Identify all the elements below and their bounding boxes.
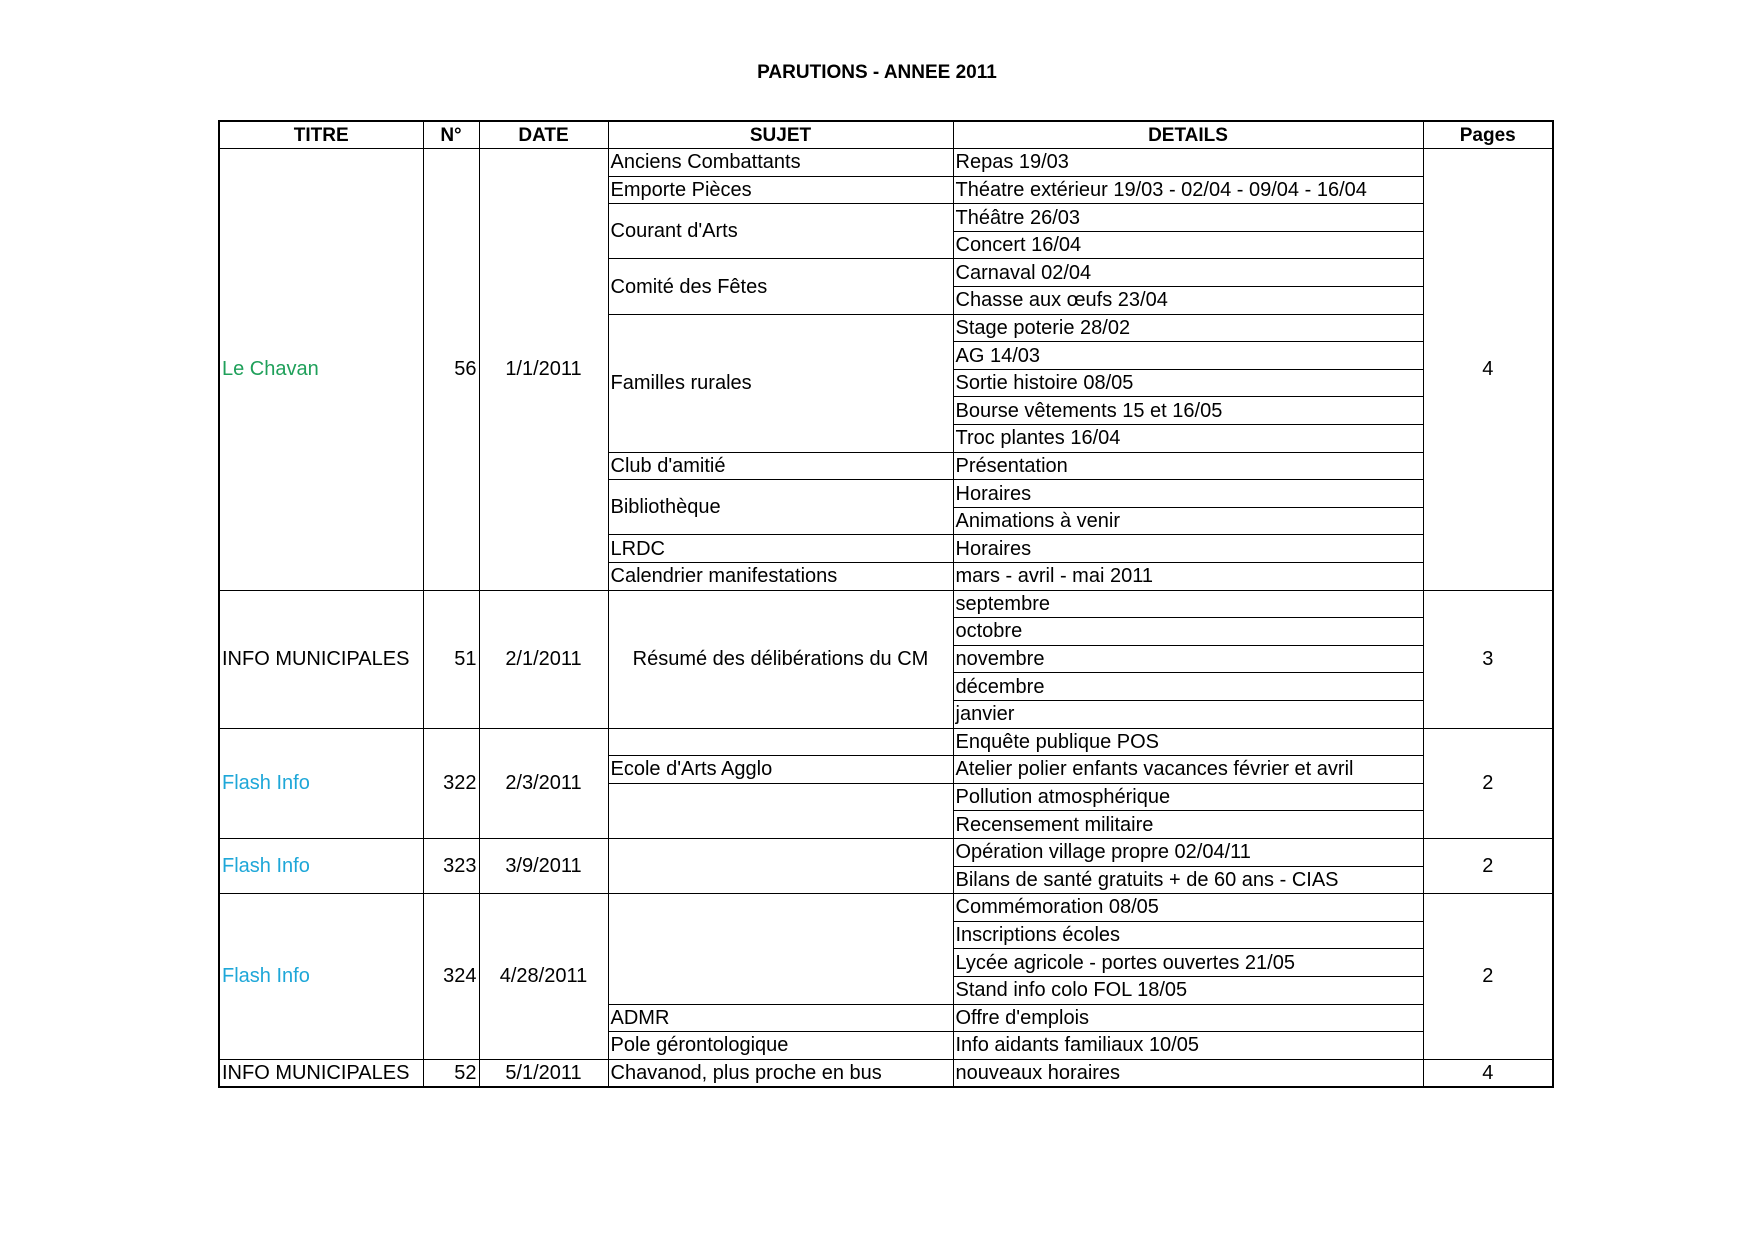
details-cell: Bilans de santé gratuits + de 60 ans - CIAS bbox=[953, 866, 1423, 894]
details-cell: novembre bbox=[953, 645, 1423, 673]
details-cell: Opération village propre 02/04/11 bbox=[953, 838, 1423, 866]
sujet-cell: ADMR bbox=[608, 1004, 953, 1032]
details-cell: Concert 16/04 bbox=[953, 231, 1423, 259]
table-row bbox=[219, 1059, 1553, 1087]
details-cell: AG 14/03 bbox=[953, 342, 1423, 370]
pages-cell: 4 bbox=[1423, 149, 1553, 591]
details-cell: Stand info colo FOL 18/05 bbox=[953, 976, 1423, 1004]
numero-cell: 322 bbox=[423, 728, 479, 838]
numero-cell: 52 bbox=[423, 1059, 479, 1087]
details-cell: Sortie histoire 08/05 bbox=[953, 369, 1423, 397]
details-cell: octobre bbox=[953, 618, 1423, 646]
sujet-cell: Bibliothèque bbox=[608, 480, 953, 535]
numero-cell: 323 bbox=[423, 838, 479, 893]
details-cell: Troc plantes 16/04 bbox=[953, 425, 1423, 453]
titre-cell: INFO MUNICIPALES bbox=[219, 590, 423, 728]
header-details: DETAILS bbox=[953, 121, 1423, 149]
table-row bbox=[219, 728, 1553, 756]
header-sujet: SUJET bbox=[608, 121, 953, 149]
date-cell: 2/3/2011 bbox=[479, 728, 608, 838]
details-cell: Info aidants familiaux 10/05 bbox=[953, 1032, 1423, 1060]
sujet-cell: Emporte Pièces bbox=[608, 176, 953, 204]
publications-table bbox=[218, 120, 1554, 1088]
details-cell: Présentation bbox=[953, 452, 1423, 480]
table-body bbox=[219, 149, 1553, 1087]
details-cell: Offre d'emplois bbox=[953, 1004, 1423, 1032]
numero-cell: 56 bbox=[423, 149, 479, 591]
pages-cell: 2 bbox=[1423, 728, 1553, 838]
titre-cell: INFO MUNICIPALES bbox=[219, 1059, 423, 1087]
sujet-cell bbox=[608, 728, 953, 756]
table-row bbox=[219, 894, 1553, 922]
details-cell: mars - avril - mai 2011 bbox=[953, 563, 1423, 591]
sujet-cell: LRDC bbox=[608, 535, 953, 563]
sujet-cell: Anciens Combattants bbox=[608, 149, 953, 177]
sujet-cell: Courant d'Arts bbox=[608, 204, 953, 259]
details-cell: Recensement militaire bbox=[953, 811, 1423, 839]
details-cell: Chasse aux œufs 23/04 bbox=[953, 287, 1423, 315]
sujet-cell: Pole gérontologique bbox=[608, 1032, 953, 1060]
sujet-cell bbox=[608, 783, 953, 838]
details-cell: décembre bbox=[953, 673, 1423, 701]
date-cell: 1/1/2011 bbox=[479, 149, 608, 591]
details-cell: septembre bbox=[953, 590, 1423, 618]
pages-cell: 4 bbox=[1423, 1059, 1553, 1087]
pages-cell: 3 bbox=[1423, 590, 1553, 728]
details-cell: Lycée agricole - portes ouvertes 21/05 bbox=[953, 949, 1423, 977]
details-cell: Horaires bbox=[953, 480, 1423, 508]
header-numero: N° bbox=[423, 121, 479, 149]
details-cell: Inscriptions écoles bbox=[953, 921, 1423, 949]
sujet-cell: Ecole d'Arts Agglo bbox=[608, 756, 953, 784]
details-cell: Commémoration 08/05 bbox=[953, 894, 1423, 922]
numero-cell: 51 bbox=[423, 590, 479, 728]
titre-cell: Flash Info bbox=[219, 728, 423, 838]
date-cell: 3/9/2011 bbox=[479, 838, 608, 893]
details-cell: Enquête publique POS bbox=[953, 728, 1423, 756]
details-cell: Théatre extérieur 19/03 - 02/04 - 09/04 - 16/04 bbox=[953, 176, 1423, 204]
titre-cell: Flash Info bbox=[219, 894, 423, 1060]
header-titre: TITRE bbox=[219, 121, 423, 149]
sujet-cell: Chavanod, plus proche en bus bbox=[608, 1059, 953, 1087]
details-cell: janvier bbox=[953, 700, 1423, 728]
sujet-cell: Familles rurales bbox=[608, 314, 953, 452]
numero-cell: 324 bbox=[423, 894, 479, 1060]
details-cell: Stage poterie 28/02 bbox=[953, 314, 1423, 342]
details-cell: Animations à venir bbox=[953, 507, 1423, 535]
details-cell: Bourse vêtements 15 et 16/05 bbox=[953, 397, 1423, 425]
sujet-cell: Comité des Fêtes bbox=[608, 259, 953, 314]
details-cell: Repas 19/03 bbox=[953, 149, 1423, 177]
titre-cell: Flash Info bbox=[219, 838, 423, 893]
pages-cell: 2 bbox=[1423, 894, 1553, 1060]
table-row bbox=[219, 149, 1553, 177]
details-cell: Horaires bbox=[953, 535, 1423, 563]
header-row bbox=[219, 121, 1553, 149]
details-cell: Carnaval 02/04 bbox=[953, 259, 1423, 287]
date-cell: 4/28/2011 bbox=[479, 894, 608, 1060]
pages-cell: 2 bbox=[1423, 838, 1553, 893]
page-title: PARUTIONS - ANNEE 2011 bbox=[757, 62, 997, 83]
date-cell: 2/1/2011 bbox=[479, 590, 608, 728]
table-row bbox=[219, 590, 1553, 618]
details-cell: nouveaux horaires bbox=[953, 1059, 1423, 1087]
sujet-cell: Résumé des délibérations du CM bbox=[608, 590, 953, 728]
sujet-cell bbox=[608, 838, 953, 893]
details-cell: Atelier polier enfants vacances février et avril bbox=[953, 756, 1423, 784]
date-cell: 5/1/2011 bbox=[479, 1059, 608, 1087]
details-cell: Pollution atmosphérique bbox=[953, 783, 1423, 811]
titre-cell: Le Chavan bbox=[219, 149, 423, 591]
sujet-cell: Club d'amitié bbox=[608, 452, 953, 480]
sujet-cell bbox=[608, 894, 953, 1004]
sujet-cell: Calendrier manifestations bbox=[608, 563, 953, 591]
details-cell: Théâtre 26/03 bbox=[953, 204, 1423, 232]
header-pages: Pages bbox=[1423, 121, 1553, 149]
table-row bbox=[219, 838, 1553, 866]
header-date: DATE bbox=[479, 121, 608, 149]
